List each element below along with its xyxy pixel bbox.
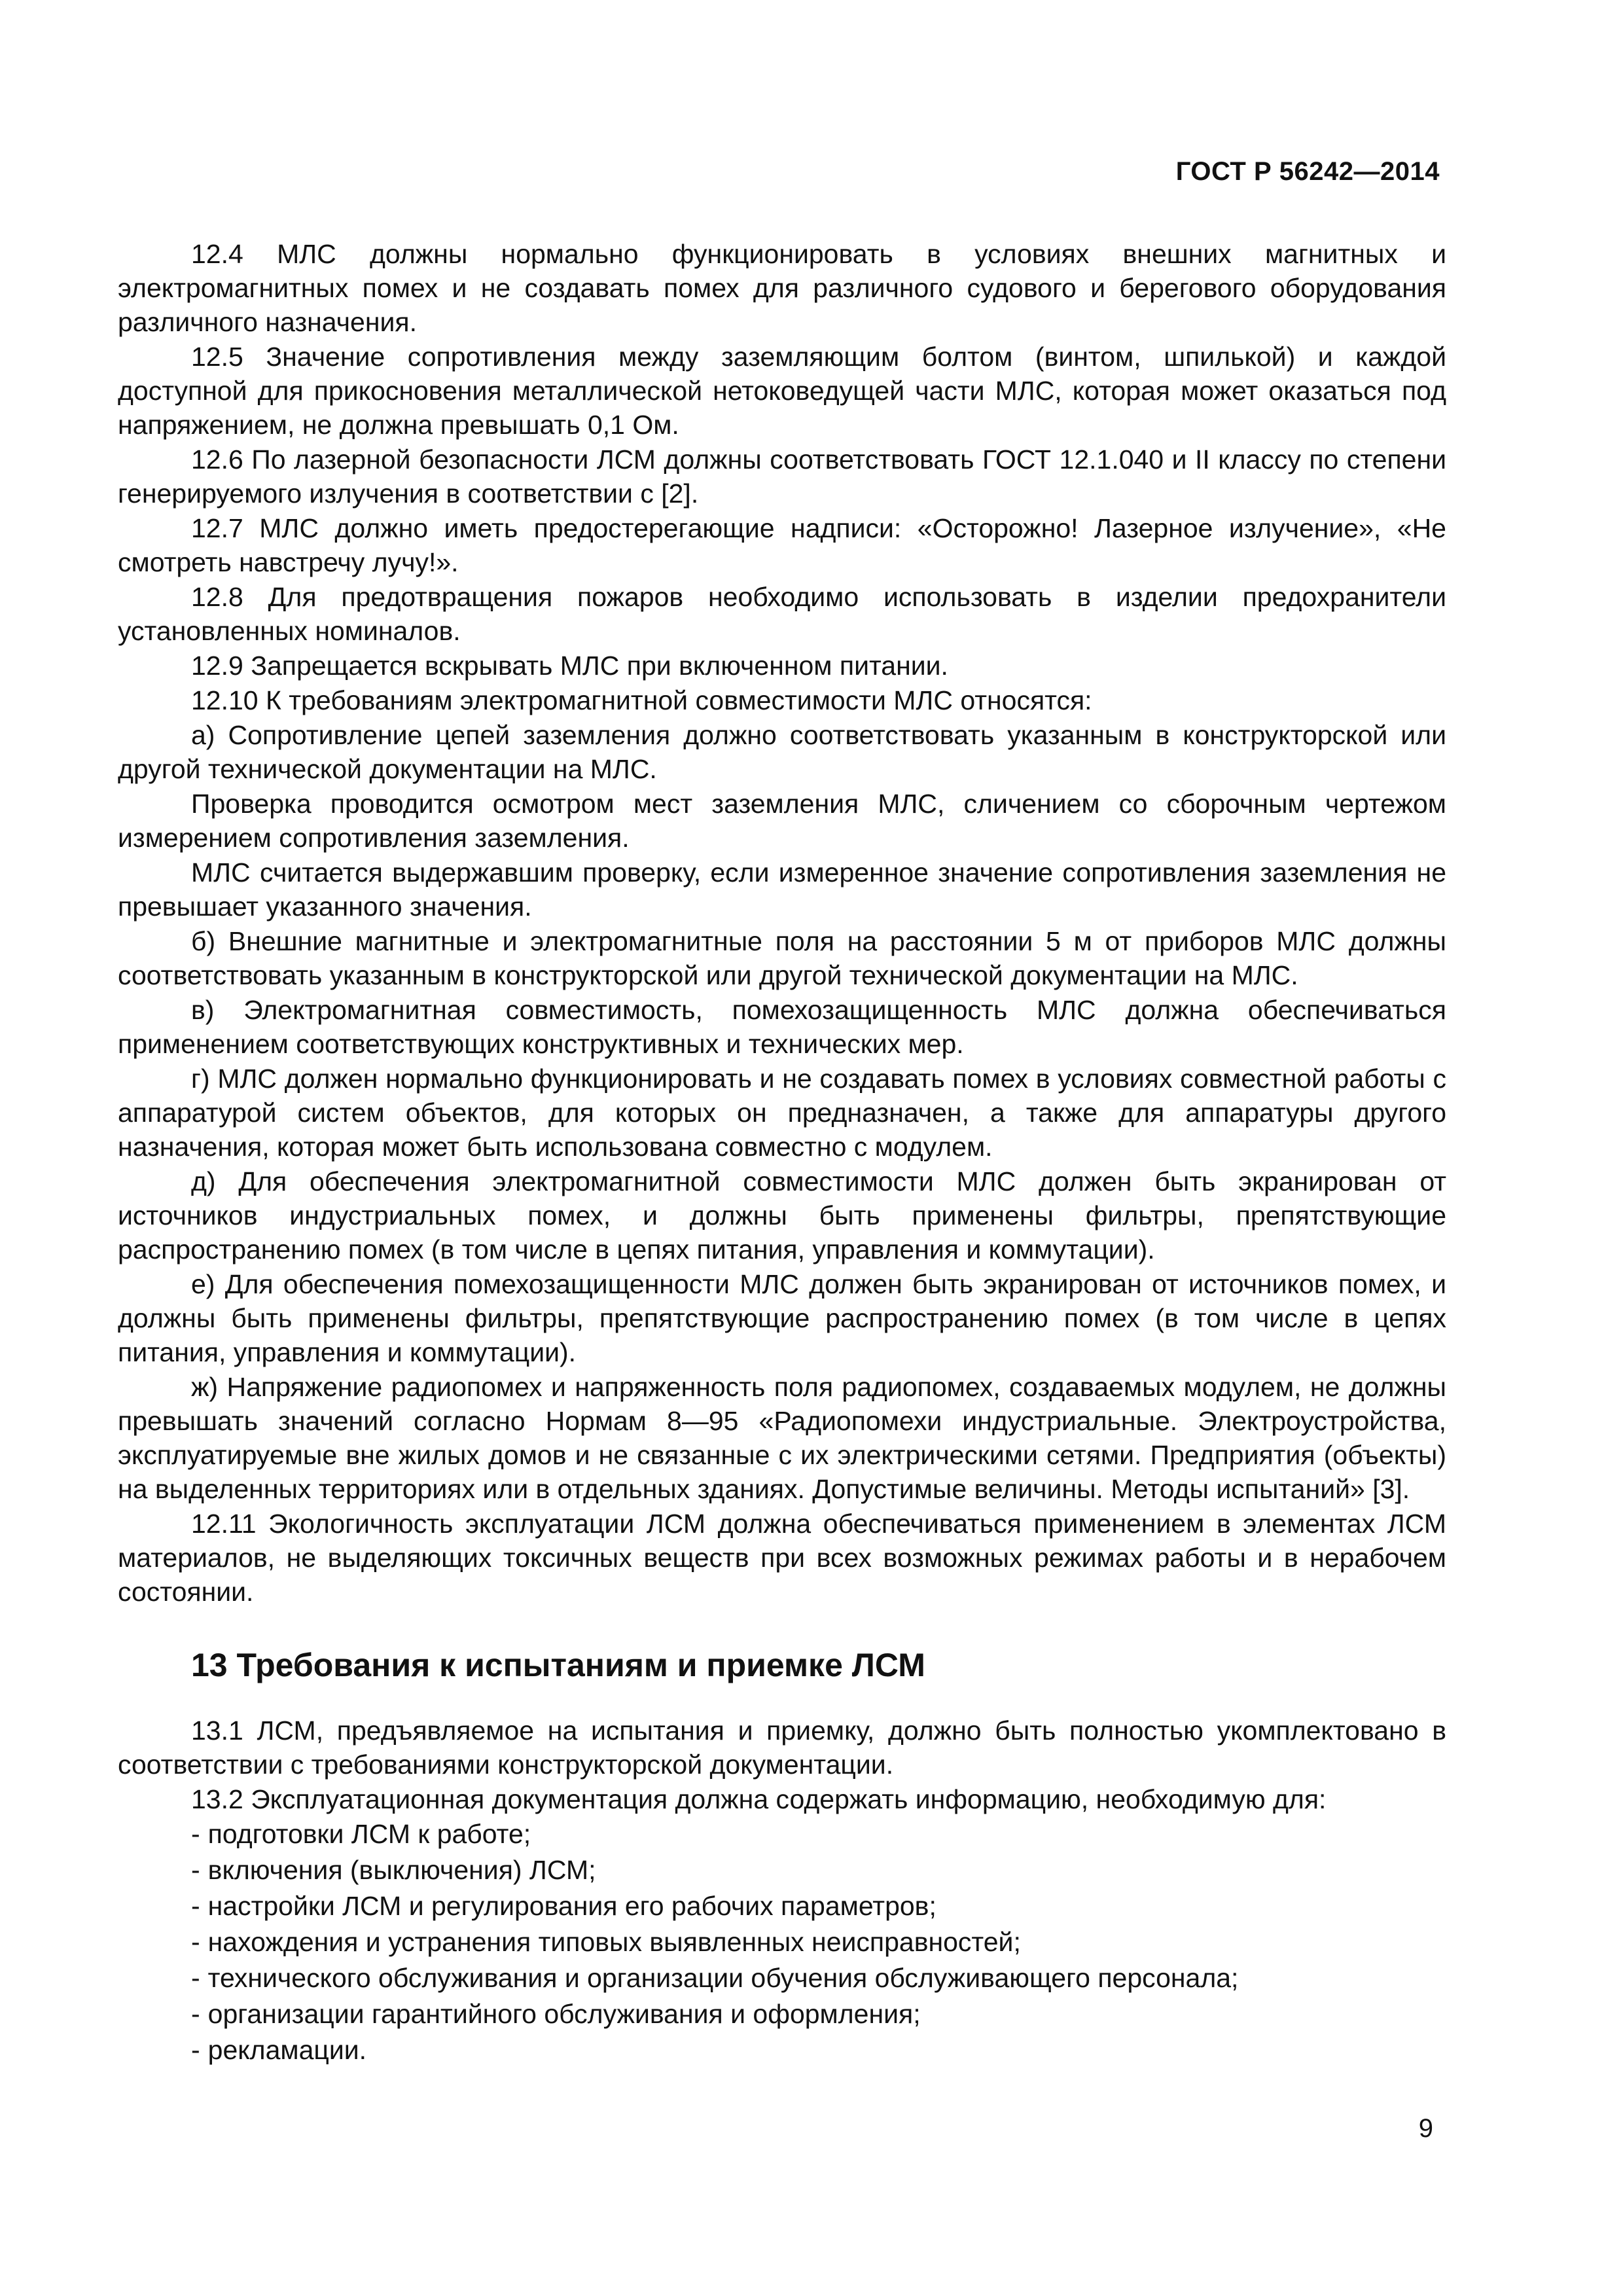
paragraph-12-11: 12.11 Экологичность эксплуатации ЛСМ должна обеспечиваться применением в элементах ЛСМ материалов, не выделяющих токсичных веществ при всех возможных режимах работы и в нерабочем состоянии. xyxy=(118,1509,1446,1607)
list-item xyxy=(118,1925,1446,1960)
paragraph-12-10-d: д) Для обеспечения электромагнитной совместимости МЛС должен быть экранирован от источников индустриальных помех, и должны быть применены фильтры, препятствующие распространению помех (в том числе в цепях питания, управления и коммутации). xyxy=(118,1166,1446,1265)
list-item-text: нахождения и устранения типовых выявленных неисправностей; xyxy=(207,1927,1021,1957)
paragraph-13-2: 13.2 Эксплуатационная документация должна содержать информацию, необходимую для: xyxy=(191,1784,1327,1814)
list-dash: - xyxy=(191,1927,200,1957)
list-item xyxy=(118,1961,1446,1996)
paragraph-12-10-g: г) МЛС должен нормально функционировать и не создавать помех в условиях совместной работы с аппаратурой систем объектов, для которых он предназначен, а также для аппаратуры другого назначения, которая может быть использована совместно с модулем. xyxy=(118,1064,1446,1162)
list-item-text: организации гарантийного обслуживания и оформления; xyxy=(207,1999,921,2029)
document-body xyxy=(118,237,1446,2069)
list-item-text: рекламации. xyxy=(207,2035,367,2065)
paragraph-12-10-v: в) Электромагнитная совместимость, помехозащищенность МЛС должна обеспечиваться применением соответствующих конструктивных и технических мер. xyxy=(118,995,1446,1059)
list-item xyxy=(118,1853,1446,1888)
list-dash: - xyxy=(191,2035,200,2065)
list-item-text: настройки ЛСМ и регулирования его рабочих параметров; xyxy=(207,1891,936,1921)
list-dash: - xyxy=(191,1819,200,1849)
paragraph-12-6: 12.6 По лазерной безопасности ЛСМ должны соответствовать ГОСТ 12.1.040 и II классу по степени генерируемого излучения в соответствии с [2]. xyxy=(118,444,1446,509)
section-13-heading: 13 Требования к испытаниям и приемке ЛСМ xyxy=(191,1647,925,1683)
paragraph-12-10: 12.10 К требованиям электромагнитной совместимости МЛС относятся: xyxy=(191,685,1092,715)
paragraph-12-8: 12.8 Для предотвращения пожаров необходимо использовать в изделии предохранители установленных номиналов. xyxy=(118,582,1446,646)
paragraph-12-10-e: е) Для обеспечения помехозащищенности МЛС должен быть экранирован от источников помех, и должны быть применены фильтры, препятствующие распространению помех (в том числе в цепях питания, управления и коммутации). xyxy=(118,1269,1446,1367)
paragraph-12-10-a: а) Сопротивление цепей заземления должно соответствовать указанным в конструкторской или другой технической документации на МЛС. xyxy=(118,720,1446,784)
paragraph-12-7: 12.7 МЛС должно иметь предостерегающие надписи: «Осторожно! Лазерное излучение», «Не смотреть навстречу лучу!». xyxy=(118,513,1446,577)
list-dash: - xyxy=(191,1963,200,1993)
list-dash: - xyxy=(191,1999,200,2029)
list-item-text: технического обслуживания и организации обучения обслуживающего персонала; xyxy=(207,1963,1239,1993)
list-item-text: подготовки ЛСМ к работе; xyxy=(207,1819,531,1849)
documentation-requirements-list xyxy=(118,1817,1446,2068)
paragraph-12-10-b: б) Внешние магнитные и электромагнитные поля на расстоянии 5 м от приборов МЛС должны соответствовать указанным в конструкторской или другой технической документации на МЛС. xyxy=(118,926,1446,990)
list-dash: - xyxy=(191,1891,200,1921)
paragraph-12-5: 12.5 Значение сопротивления между заземляющим болтом (винтом, шпилькой) и каждой доступной для прикосновения металлической нетоковедущей части МЛС, которая может оказаться под напряжением, не должна превышать 0,1 Ом. xyxy=(118,342,1446,440)
list-item-text: включения (выключения) ЛСМ; xyxy=(207,1855,596,1885)
list-item xyxy=(118,2033,1446,2068)
paragraph-12-10-a-check: Проверка проводится осмотром мест заземления МЛС, сличением со сборочным чертежом измерением сопротивления заземления. xyxy=(118,789,1446,853)
paragraph-12-4: 12.4 МЛС должны нормально функционировать в условиях внешних магнитных и электромагнитных помех и не создавать помех для различного судового и берегового оборудования различного назначения. xyxy=(118,239,1446,337)
paragraph-12-9: 12.9 Запрещается вскрывать МЛС при включенном питании. xyxy=(191,651,948,681)
list-item xyxy=(118,1997,1446,2032)
paragraph-12-10-zh: ж) Напряжение радиопомех и напряженность поля радиопомех, создаваемых модулем, не должны превышать значений согласно Нормам 8—95 «Радиопомехи индустриальные. Электроустройства, эксплуатируемые вне жилых домов и не связанные с их электрическими сетями. Предприятия (объекты) на выделенных территориях или в отдельных зданиях. Допустимые величины. Методы испытаний» [3]. xyxy=(118,1372,1446,1504)
list-item xyxy=(118,1817,1446,1852)
paragraph-12-10-a-result: МЛС считается выдержавшим проверку, если измеренное значение сопротивления заземления не превышает указанного значения. xyxy=(118,857,1446,922)
list-item xyxy=(118,1889,1446,1924)
document-code-header: ГОСТ Р 56242—2014 xyxy=(1175,157,1440,186)
paragraph-13-1: 13.1 ЛСМ, предъявляемое на испытания и приемку, должно быть полностью укомплектовано в соответствии с требованиями конструкторской документации. xyxy=(118,1715,1446,1780)
list-dash: - xyxy=(191,1855,200,1885)
page-number: 9 xyxy=(1418,2114,1433,2143)
